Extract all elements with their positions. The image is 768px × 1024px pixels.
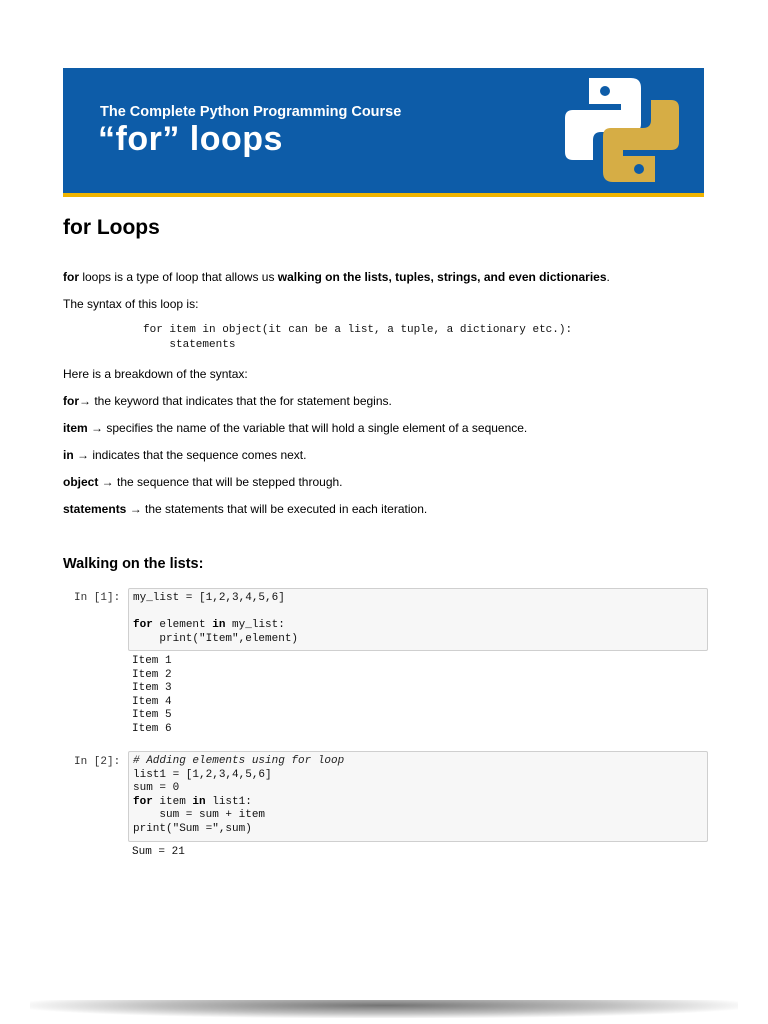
code-text: my_list: (225, 619, 285, 632)
code-line: print("Sum =",sum) (133, 822, 252, 835)
breakdown-item-in (63, 448, 306, 463)
code-text: element (152, 619, 213, 632)
code-line: sum = sum + item (133, 809, 266, 822)
breakdown-term: for→ (63, 394, 91, 408)
course-banner (63, 68, 704, 197)
breakdown-term: in → (63, 448, 89, 462)
code-line: list1 = [1,2,3,4,5,6] (133, 768, 272, 781)
intro-keyword: for (63, 270, 79, 284)
cell-prompt: In [1]: (74, 592, 121, 604)
intro-paragraph (63, 270, 610, 285)
code-text: item (152, 795, 193, 808)
cell-output-1 (132, 655, 172, 737)
breakdown-desc: the statements that will be executed in each iteration. (141, 502, 428, 516)
breakdown-term: object → (63, 475, 114, 489)
code-line: my_list = [1,2,3,4,5,6] (133, 592, 285, 604)
output-text: Sum = 21 (132, 846, 185, 858)
code-input (129, 752, 707, 840)
breakdown-desc: the keyword that indicates that the for statement begins. (91, 394, 392, 408)
breakdown-item-statements (63, 502, 427, 517)
code-keyword: for (133, 795, 153, 808)
page-title: for Loops (63, 216, 160, 239)
banner-subtitle: The Complete Python Programming Course (100, 104, 402, 120)
page-shadow (30, 1000, 738, 1018)
code-line: sum = 0 (133, 782, 180, 795)
breakdown-item-object (63, 475, 343, 490)
intro-end: . (606, 270, 610, 284)
cell-output-2 (132, 846, 185, 860)
breakdown-desc: indicates that the sequence comes next. (89, 448, 307, 462)
breakdown-item-item (63, 421, 527, 436)
code-text: list1: (205, 795, 252, 808)
breakdown-intro: Here is a breakdown of the syntax: (63, 367, 248, 381)
breakdown-desc: the sequence that will be stepped through. (113, 475, 343, 489)
code-cell-1[interactable] (128, 588, 708, 651)
breakdown-term: statements → (63, 502, 142, 516)
code-keyword: for (133, 619, 153, 632)
section-title: Walking on the lists: (63, 556, 204, 572)
syntax-intro: The syntax of this loop is: (63, 297, 199, 311)
breakdown-term: item → (63, 421, 104, 435)
code-cell-2[interactable] (128, 751, 708, 842)
code-comment: # Adding elements using for loop (133, 755, 345, 767)
cell-prompt: In [2]: (74, 756, 121, 768)
python-logo-icon (561, 74, 683, 186)
intro-text: loops is a type of loop that allows us (79, 270, 278, 284)
output-text: Item 1 Item 2 Item 3 Item 4 Item 5 Item 6 (132, 655, 172, 735)
code-input (129, 589, 707, 649)
code-keyword: in (192, 795, 206, 808)
code-keyword: in (212, 619, 226, 632)
syntax-code-block: for item in object(it can be a list, a tuple, a dictionary etc.): statements (143, 324, 573, 351)
intro-emphasis: walking on the lists, tuples, strings, and even dictionaries (277, 270, 607, 284)
breakdown-desc: specifies the name of the variable that will hold a single element of a sequence. (103, 421, 528, 435)
breakdown-item-for (63, 394, 392, 409)
code-line: print("Item",element) (133, 632, 299, 645)
banner-title: “for” loops (98, 120, 283, 158)
